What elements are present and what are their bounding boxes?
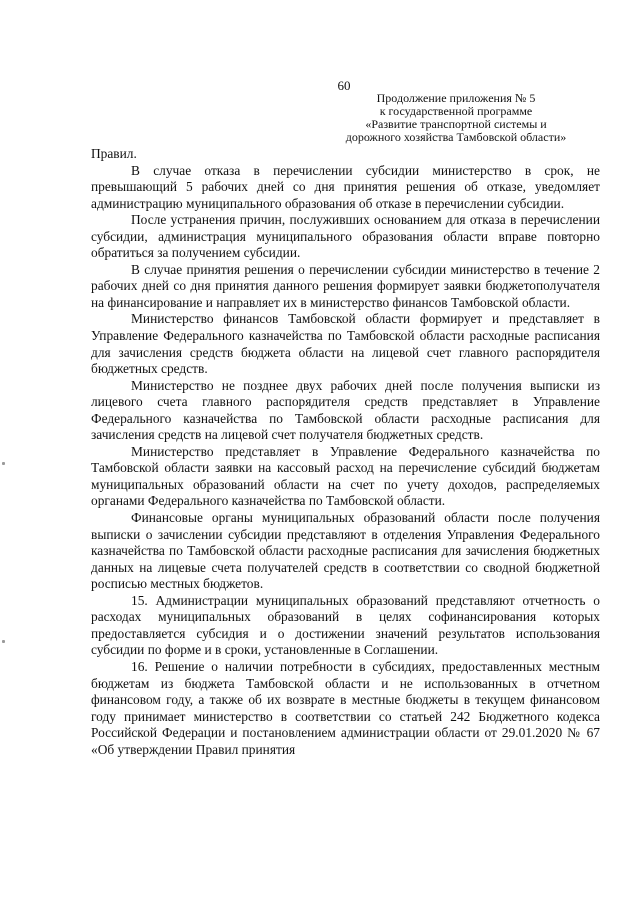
appendix-header-line: к государственной программе [379,104,533,118]
paragraph: В случае принятия решения о перечислении субсидии министерство в течение 2 рабочих дней со дня принятия данного решения формирует заявки бюджетополучателя на финансирование и направляет их в министерство финансов Тамбовской области. [91,261,600,310]
paragraph: 16. Решение о наличии потребности в субсидиях, предоставленных местным бюджетам из бюджета Тамбовской области и не использованных в отчетном финансовом году, а также об их возврате в местные бюджеты в текущем финансовом году принимает министерство в соответствии со статьей 242 Бюджетного кодекса Российской Федерации и постановлением администрации области от 29.01.2020 № 67 «Об утверждении Правил принятия [91,658,600,757]
scan-edge-mark [2,462,5,465]
paragraph: Министерство финансов Тамбовской области формирует и представляет в Управление Федерального казначейства по Тамбовской области расходные расписания для зачисления средств бюджета области на лицевой счет главного распорядителя бюджетных средств. [91,311,600,377]
paragraph: Финансовые органы муниципальных образований области после получения выписки о зачислении субсидии представляют в отделения Управления Федерального казначейства по Тамбовской области расходные расписания для зачисления бюджетных данных на лицевые счета получателей средств в соответствии со сводной бюджетной росписью местных бюджетов. [91,510,600,592]
appendix-header-line: дорожного хозяйства Тамбовской области» [345,130,567,144]
scan-edge-mark [2,640,5,643]
document-body [91,146,600,758]
paragraph: 15. Администрации муниципальных образований представляют отчетность о расходах муниципальных образований в целях софинансирования которых предоставляется субсидия и о достижении значений результатов использования субсидии по форме и в сроки, установленные в Соглашении. [91,592,600,658]
appendix-header [336,92,576,144]
appendix-header-line: Продолжение приложения № 5 [376,91,536,105]
paragraph: Правил. [91,146,137,161]
paragraph: В случае отказа в перечислении субсидии министерство в срок, не превышающий 5 рабочих дней со дня принятия решения об отказе, уведомляет администрацию муниципального образования об отказе в перечислении субсидии. [91,162,600,211]
paragraph: После устранения причин, послуживших основанием для отказа в перечислении субсидии, администрация муниципального образования области вправе повторно обратиться за получением субсидии. [91,212,600,261]
appendix-header-line: «Развитие транспортной системы и [365,117,547,131]
page-number: 60 [337,78,351,93]
paragraph: Министерство не позднее двух рабочих дней после получения выписки из лицевого счета главного распорядителя средств представляет в Управление Федерального казначейства по Тамбовской области расходные расписания для зачисления средств на лицевой счет получателя бюджетных средств. [91,377,600,443]
paragraph: Министерство представляет в Управление Федерального казначейства по Тамбовской области заявки на кассовый расход на перечисление субсидий бюджетам муниципальных образований области на счет по учету доходов, распределяемых органами Федерального казначейства по Тамбовской области. [91,443,600,509]
